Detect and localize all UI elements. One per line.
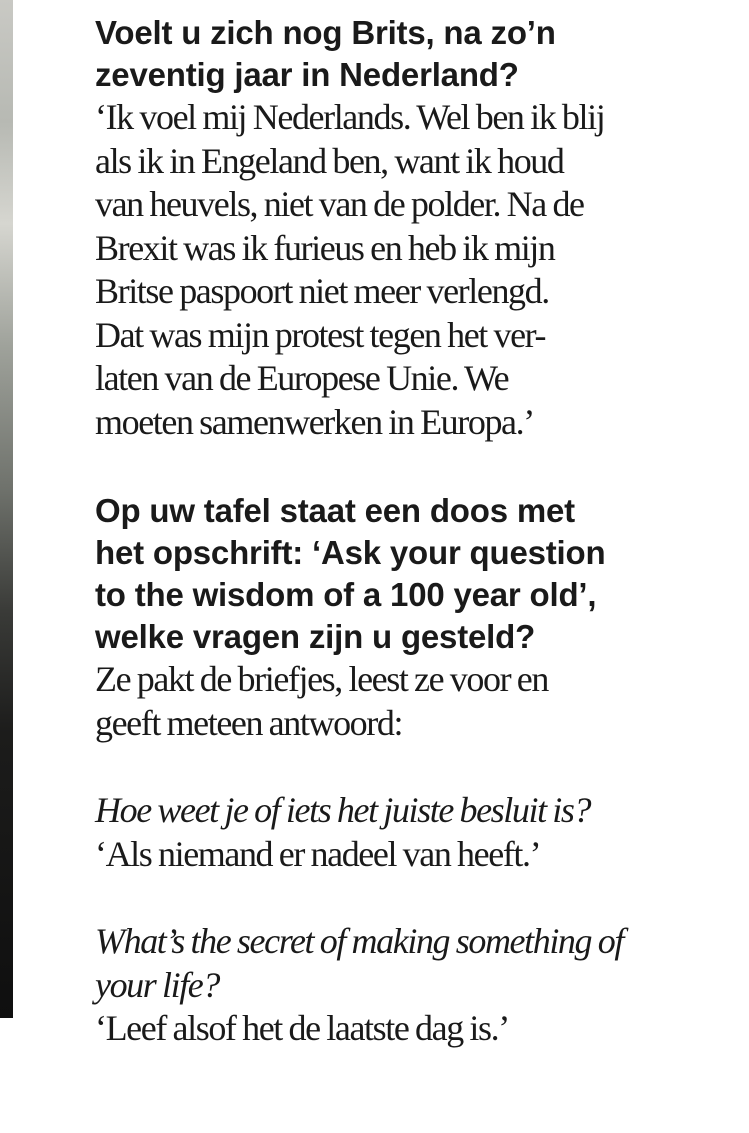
question-line: welke vragen zijn u gesteld? [95,618,536,655]
answer-line: laten van de Europese Unie. We [95,358,509,398]
answer-line: Brexit was ik furieus en heb ik mijn [95,227,555,268]
answer-line: Britse paspoort niet meer verlengd. [95,271,549,311]
reader-question-decision [95,789,735,833]
question-line: What’s the secret of making something of [95,921,623,961]
question-line: zeventig jaar in Nederland? [95,56,519,93]
question-british [95,12,735,96]
question-line: to the wisdom of a 100 year old’, [95,576,597,613]
answer-line: ‘Als niemand er nadeel van heeft.’ [95,833,541,874]
question-line: het opschrift: ‘Ask your question [95,534,606,571]
answer-british [95,96,735,444]
answer-decision [95,833,735,877]
answer-line: Ze pakt de briefjes, leest ze voor en [95,659,548,699]
question-line: your life? [95,964,219,1005]
answer-line: ‘Leef alsof het de laatste dag is.’ [95,1008,509,1048]
interview-article [95,12,735,1051]
answer-line: Dat was mijn protest tegen het ver- [95,314,546,355]
question-line: Op uw tafel staat een doos met [95,492,575,529]
answer-wisdom-box [95,658,735,745]
answer-line: moeten samenwerken in Europa.’ [95,401,534,442]
adjacent-photo-edge [0,0,13,1018]
question-line: Hoe weet je of iets het juiste besluit is? [95,790,591,830]
answer-line: ‘Ik voel mij Nederlands. Wel ben ik blij [95,97,605,137]
paragraph-gap [95,444,735,490]
question-line: Voelt u zich nog Brits, na zo’n [95,14,556,51]
answer-secret [95,1007,735,1051]
answer-line: geeft meteen antwoord: [95,702,403,743]
paragraph-gap [95,876,735,920]
reader-question-secret [95,920,735,1007]
answer-line: van heuvels, niet van de polder. Na de [95,184,584,224]
answer-line: als ik in Engeland ben, want ik houd [95,140,564,181]
question-wisdom-box [95,490,735,658]
paragraph-gap [95,745,735,789]
